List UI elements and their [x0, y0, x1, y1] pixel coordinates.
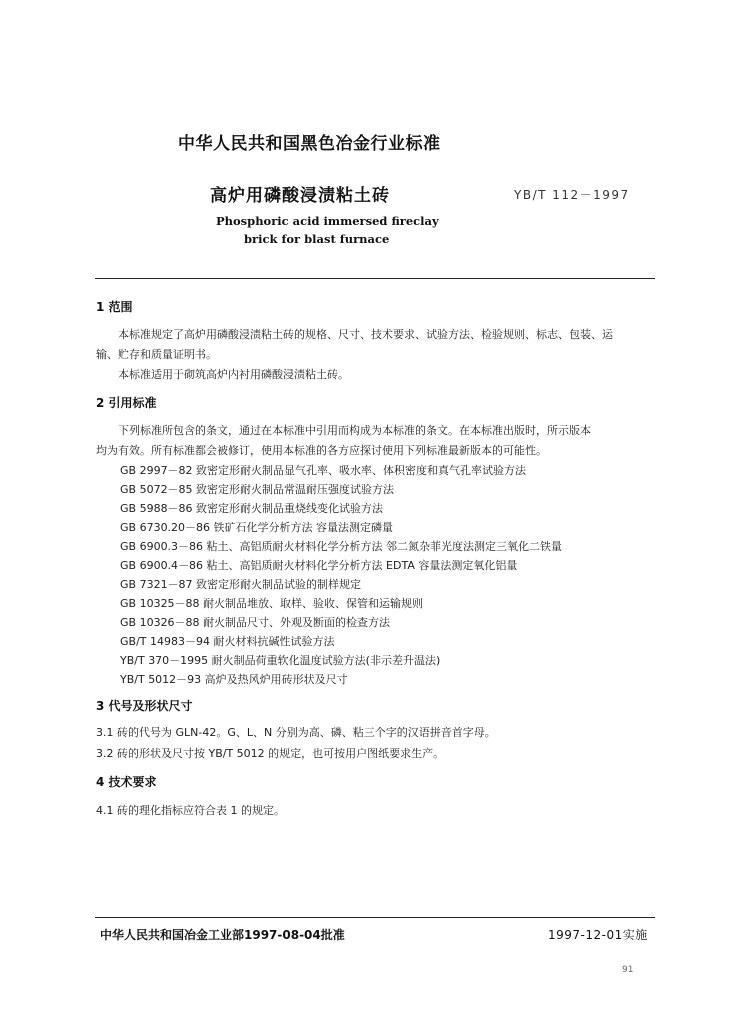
effective-date: 1997-12-01实施 — [548, 928, 648, 942]
section-1-paragraph-2: 本标准适用于砌筑高炉内衬用磷酸浸渍粘土砖。 — [118, 368, 349, 381]
section-2-heading: 2 引用标准 — [96, 396, 157, 410]
section-1-heading: 1 范围 — [96, 300, 133, 314]
section-3-item-2: 3.2 砖的形状及尺寸按 YB/T 5012 的规定，也可按用户图纸要求生产。 — [96, 747, 445, 760]
organization-title: 中华人民共和国黑色冶金行业标准 — [178, 134, 441, 154]
reference-item: GB 5072－85 致密定形耐火制品常温耐压强度试验方法 — [120, 483, 395, 496]
section-2-intro-line-1: 下列标准所包含的条文，通过在本标准中引用而构成为本标准的条文。在本标准出版时，所示版本 — [118, 424, 591, 437]
reference-item: YB/T 5012－93 高炉及热风炉用砖形状及尺寸 — [120, 673, 348, 686]
section-2-intro-line-2: 均为有效。所有标准都会被修订，使用本标准的各方应探讨使用下列标准最新版本的可能性。 — [96, 444, 547, 457]
reference-item: GB 6900.4－86 粘土、高铝质耐火材料化学分析方法 EDTA 容量法测定氧化铝量 — [120, 559, 518, 572]
page-number: 91 — [622, 965, 634, 975]
english-title-line-2: brick for blast furnace — [244, 232, 390, 246]
reference-item: GB 6730.20－86 铁矿石化学分析方法 容量法测定磷量 — [120, 521, 394, 534]
reference-item: GB 10326－88 耐火制品尺寸、外观及断面的检查方法 — [120, 616, 391, 629]
reference-item: GB/T 14983－94 耐火材料抗碱性试验方法 — [120, 635, 335, 648]
reference-item: GB 6900.3－86 粘土、高铝质耐火材料化学分析方法 邻二氮杂菲光度法测定三氧化二铁量 — [120, 540, 563, 553]
reference-item: GB 2997－82 致密定形耐火制品显气孔率、吸水率、体积密度和真气孔率试验方法 — [120, 464, 527, 477]
section-1-paragraph-1-line-1: 本标准规定了高炉用磷酸浸渍粘土砖的规格、尺寸、技术要求、试验方法、检验规则、标志、包装、运 — [118, 328, 613, 341]
section-4-item-1: 4.1 砖的理化指标应符合表 1 的规定。 — [96, 804, 285, 817]
english-title-line-1: Phosphoric acid immersed fireclay — [216, 214, 439, 228]
top-rule — [95, 278, 655, 279]
reference-item: YB/T 370－1995 耐火制品荷重软化温度试验方法(非示差升温法) — [120, 654, 441, 667]
section-3-heading: 3 代号及形状尺寸 — [96, 699, 193, 713]
section-4-heading: 4 技术要求 — [96, 775, 157, 789]
document-code: YB/T 112－1997 — [514, 188, 630, 202]
section-3-item-1: 3.1 砖的代号为 GLN-42。G、L、N 分别为高、磷、粘三个字的汉语拼音首字母。 — [96, 726, 496, 739]
section-1-paragraph-1-line-2: 输、贮存和质量证明书。 — [96, 348, 217, 361]
reference-item: GB 10325－88 耐火制品堆放、取样、验收、保管和运输规则 — [120, 597, 424, 610]
document-title: 高炉用磷酸浸渍粘土砖 — [210, 186, 390, 206]
approval-line: 中华人民共和国冶金工业部1997-08-04批准 — [100, 928, 345, 942]
reference-item: GB 5988－86 致密定形耐火制品重烧线变化试验方法 — [120, 502, 384, 515]
reference-item: GB 7321－87 致密定形耐火制品试验的制样规定 — [120, 578, 362, 591]
bottom-rule — [95, 917, 655, 918]
